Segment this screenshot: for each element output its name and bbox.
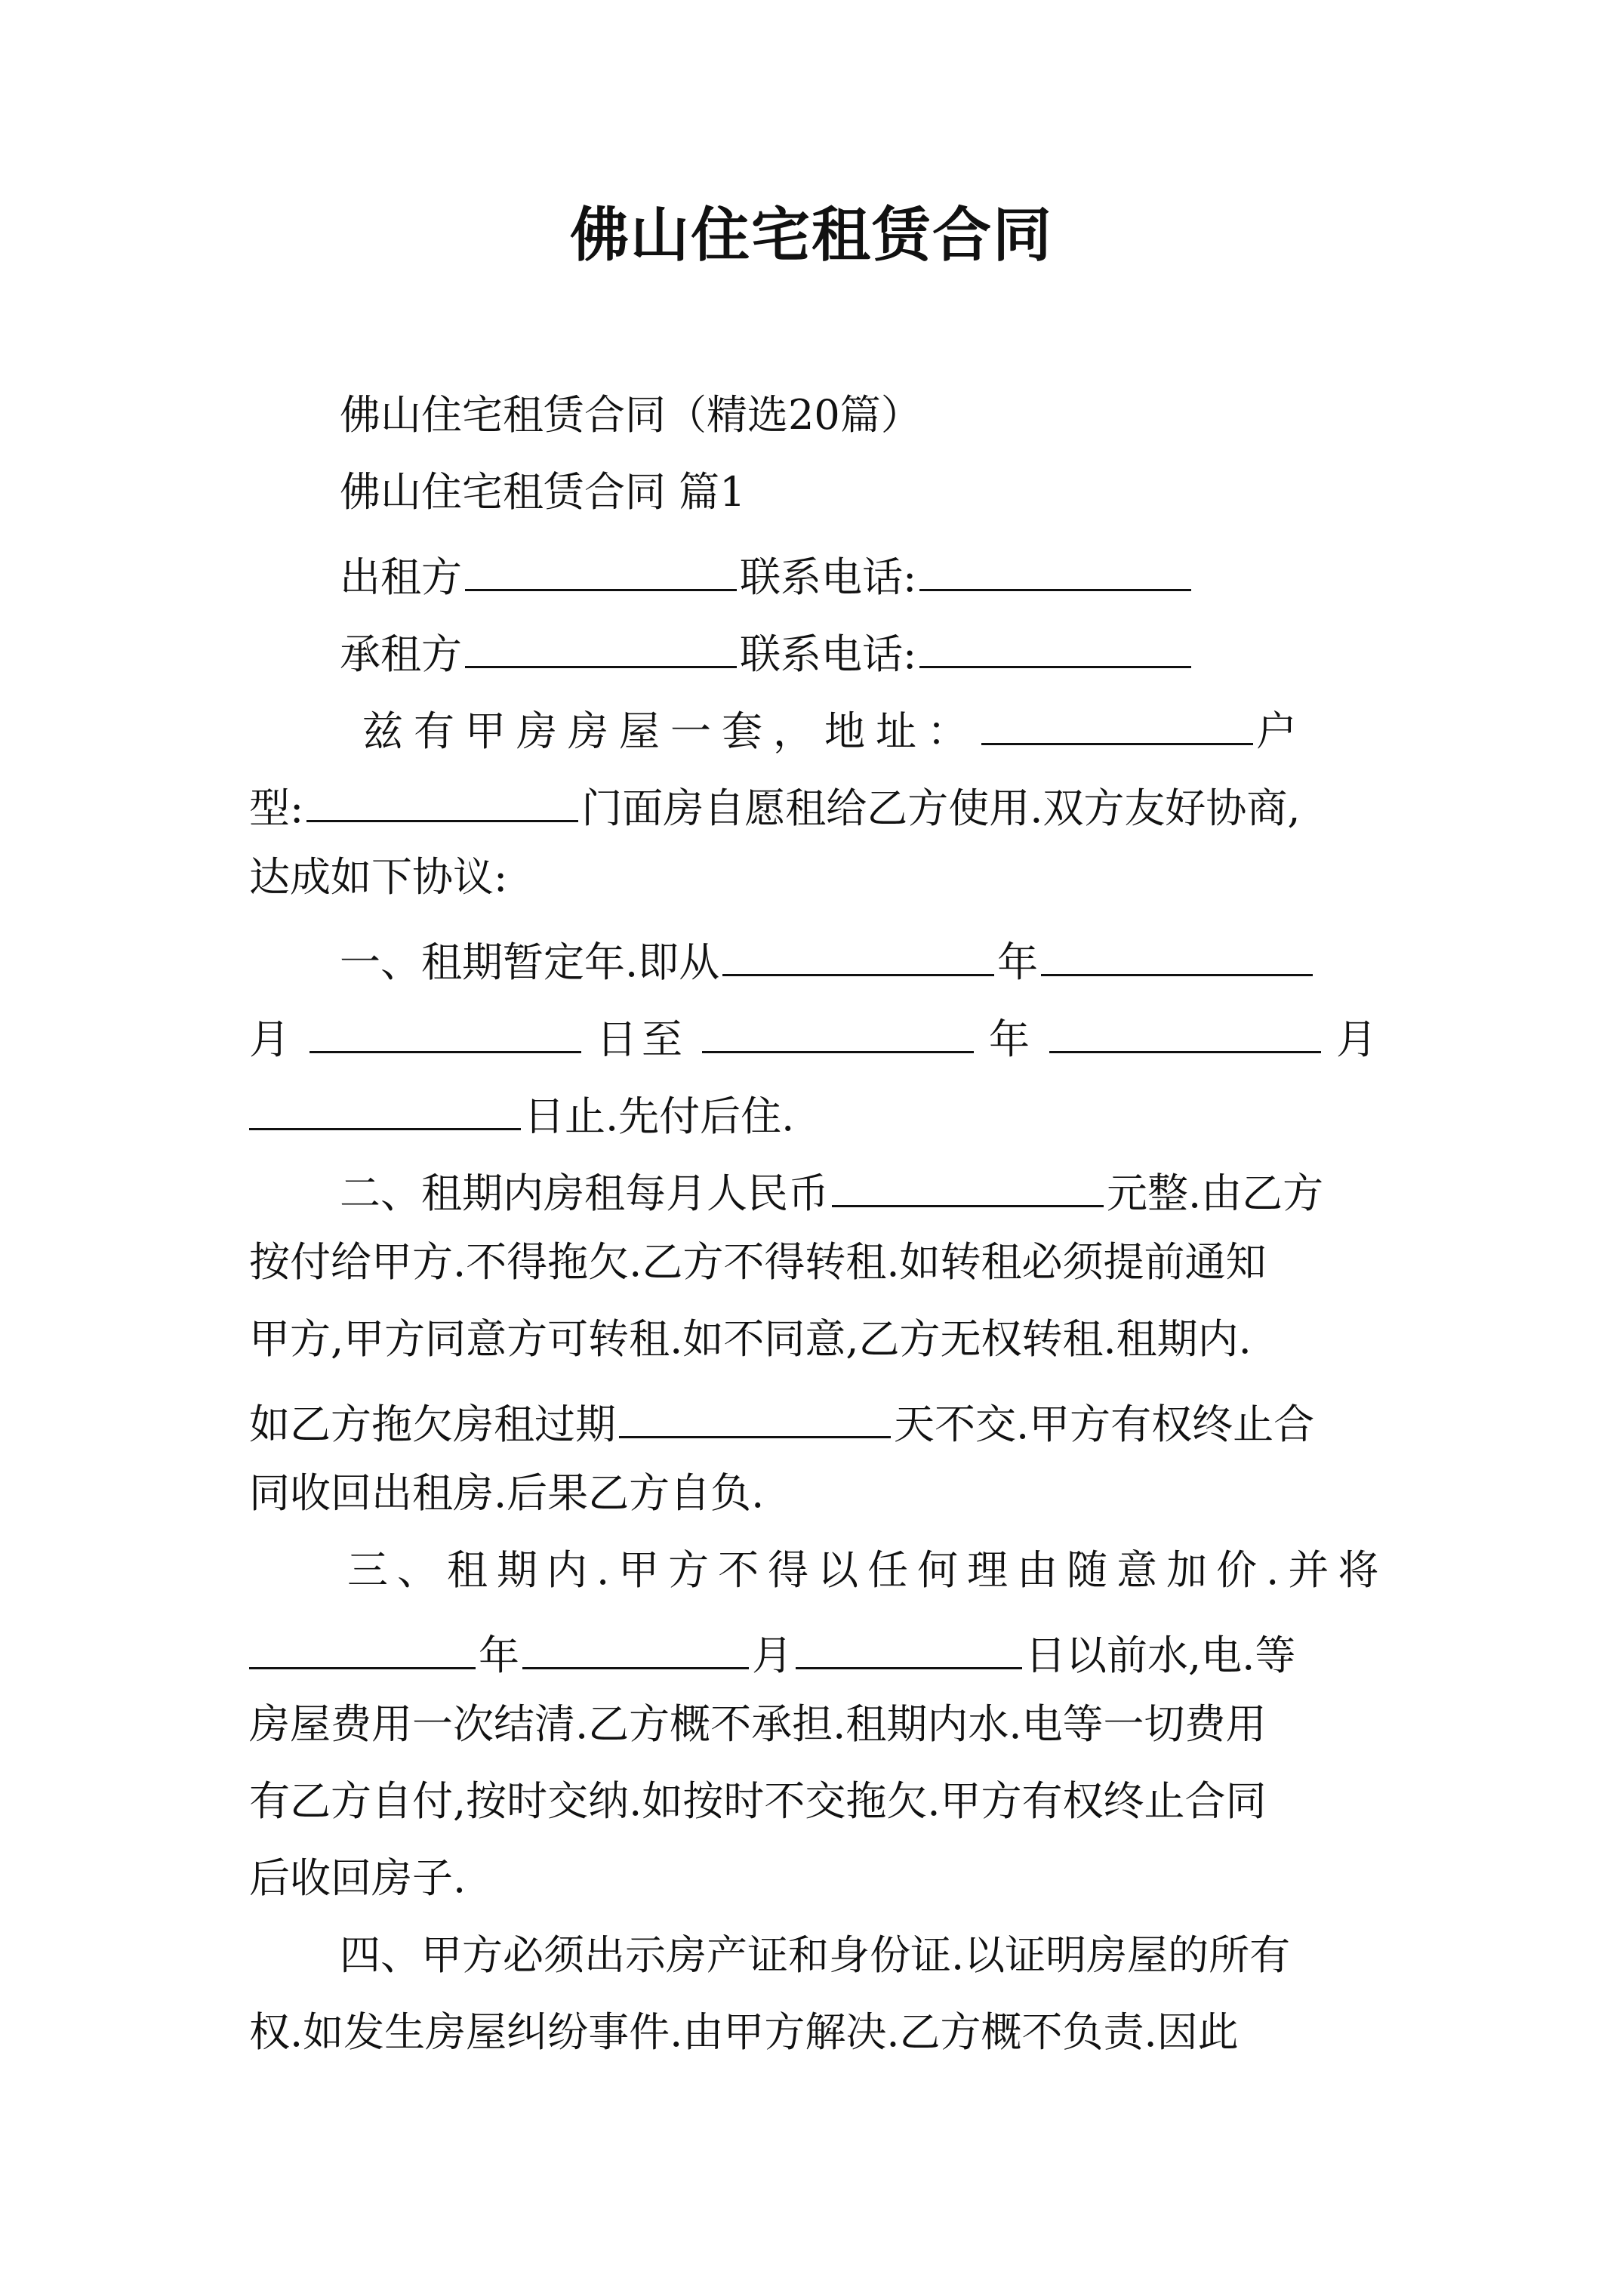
settle-month-blank[interactable] <box>522 1620 749 1669</box>
lessor-phone-label: 联系电话: <box>740 553 917 601</box>
p4-line3: 房屋费用一次结清.乙方概不承担.租期内水.电等一切费用 <box>249 1700 1267 1748</box>
p3-line3: 甲方,甲方同意方可转租.如不同意,乙方无权转租.租期内. <box>249 1315 1252 1363</box>
lessee-label: 承租方 <box>340 630 462 678</box>
unit-type-blank[interactable] <box>306 773 578 822</box>
p4-line5: 后收回房子. <box>249 1854 467 1902</box>
p1-line1 <box>362 696 1307 759</box>
subtitle: 佛山住宅租赁合同（精选20篇） <box>340 391 922 439</box>
p3-line5: 同收回出租房.后果乙方自负. <box>249 1469 765 1517</box>
p2-year: 年 <box>997 938 1039 986</box>
p2-line3 <box>249 1081 794 1144</box>
p1-l1-tail: 户 <box>1256 707 1307 755</box>
p4-l2-tail: 日以前水,电.等 <box>1025 1632 1296 1679</box>
p2-line2 <box>249 1004 1381 1067</box>
settle-year-blank[interactable] <box>249 1620 476 1669</box>
p5-line1: 四、甲方必须出示房产证和身份证.以证明房屋的所有 <box>340 1931 1291 1979</box>
p3-l1-a: 二、租期内房租每月人民币 <box>340 1170 829 1217</box>
start-year-blank[interactable] <box>722 927 994 976</box>
section-heading: 佛山住宅租赁合同 篇1 <box>340 468 746 516</box>
p1-line2 <box>249 773 1301 836</box>
p1-l1-text: 兹有甲房房屋一套，地址： <box>362 707 978 755</box>
p1-l2-b: 门面房自愿租给乙方使用.双方友好协商, <box>581 784 1301 832</box>
monthly-rent-blank[interactable] <box>832 1158 1104 1207</box>
document-title: 佛山住宅租赁合同 <box>569 201 1053 270</box>
start-day-blank[interactable] <box>310 1004 581 1053</box>
lessee-blank[interactable] <box>465 619 737 668</box>
p2-month: 月 <box>249 1015 294 1063</box>
lessee-phone-label: 联系电话: <box>740 630 917 678</box>
lessee-line <box>340 619 1194 682</box>
p3-l4-b: 天不交.甲方有权终止合 <box>894 1401 1315 1448</box>
settle-day-blank[interactable] <box>796 1620 1022 1669</box>
overdue-days-blank[interactable] <box>619 1389 891 1438</box>
lessor-phone-blank[interactable] <box>919 542 1191 591</box>
p3-l1-b: 元整.由乙方 <box>1107 1170 1324 1217</box>
p3-line2: 按付给甲方.不得拖欠.乙方不得转租.如转租必须提前通知 <box>249 1238 1267 1286</box>
end-year-blank[interactable] <box>702 1004 974 1053</box>
p2-l1-a: 一、租期暂定年.即从 <box>340 938 720 986</box>
p2-line1 <box>340 927 1316 990</box>
p4-month: 月 <box>752 1632 793 1679</box>
lessee-phone-blank[interactable] <box>919 619 1191 668</box>
start-month-blank[interactable] <box>1041 927 1313 976</box>
lessor-label: 出租方 <box>340 553 462 601</box>
p1-l2-a: 型: <box>249 784 304 832</box>
p3-l4-a: 如乙方拖欠房租过期 <box>249 1401 616 1448</box>
p1-line3: 达成如下协议: <box>249 853 508 901</box>
p2-year-2: 年 <box>989 1015 1034 1063</box>
p3-line1 <box>340 1158 1323 1221</box>
p2-day-to: 日至 <box>596 1015 687 1063</box>
p4-line2 <box>249 1620 1295 1683</box>
p4-line4: 有乙方自付,按时交纳.如按时不交拖欠.甲方有权终止合同 <box>249 1777 1267 1825</box>
lessor-line <box>340 542 1194 605</box>
end-day-blank[interactable] <box>249 1081 521 1130</box>
p4-year: 年 <box>479 1632 519 1679</box>
address-blank[interactable] <box>981 696 1253 745</box>
p5-line2: 权.如发生房屋纠纷事件.由甲方解决.乙方概不负责.因此 <box>249 2008 1239 2056</box>
p4-line1: 三、租期内.甲方不得以任何理由随意加价.并将 <box>347 1546 1388 1594</box>
p3-line4 <box>249 1389 1314 1452</box>
p2-month-2: 月 <box>1336 1015 1381 1063</box>
lessor-blank[interactable] <box>465 542 737 591</box>
end-month-blank[interactable] <box>1049 1004 1321 1053</box>
p2-l3-b: 日止.先付后住. <box>524 1093 795 1140</box>
